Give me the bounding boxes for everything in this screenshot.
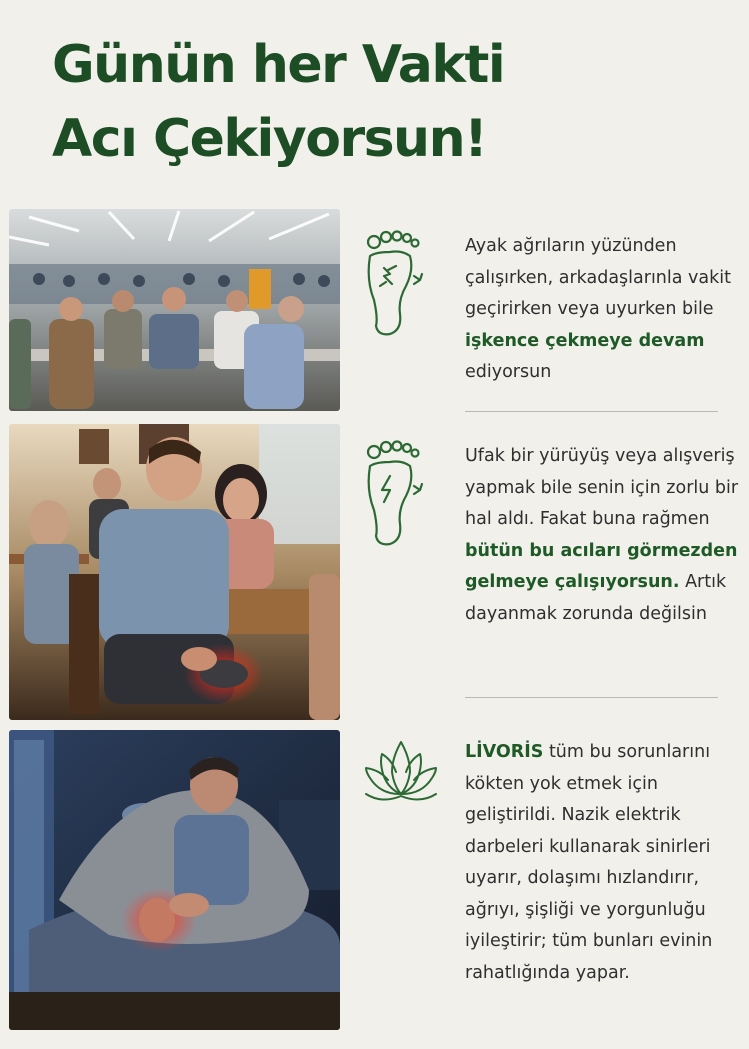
title-line-2: Acı Çekiyorsun!: [52, 109, 487, 169]
divider: [465, 411, 718, 412]
section-text-plain: Ayak ağrıların yüzünden çalışırken, arkadaşlarınla vakit geçirirken veya uyurken bile: [465, 236, 731, 319]
section-text-plain: tüm bu sorunlarını kökten yok etmek için geliştirildi. Nazik elektrik darbeleri kullanarak sinirleri uyarır, dolaşımı hızlandırır, ağrıyı, şişliği ve yorgunluğu iyileştirir; tüm bunları evinin rahatlığında yapar.: [465, 742, 713, 983]
section-text-2: [465, 441, 745, 630]
title-line-1: Günün her Vakti: [52, 35, 505, 95]
section-highlight: bütün bu acıları görmezden gelmeye çalışıyorsun.: [465, 540, 738, 592]
foot-pain-icon: [362, 440, 426, 548]
foot-pain-icon: [362, 230, 426, 338]
page-title: [52, 28, 712, 176]
section-text-3: [465, 737, 745, 989]
bedroom-foot-pain-photo: [9, 730, 340, 1030]
divider: [465, 697, 718, 698]
section-text-plain: Ufak bir yürüyüş veya alışveriş yapmak bile senin için zorlu bir hal aldı. Fakat buna rağmen: [465, 446, 739, 529]
section-highlight: işkence çekmeye devam: [465, 330, 705, 351]
cafe-foot-pain-photo: [9, 424, 340, 720]
section-text-1: [465, 231, 745, 389]
section-text-plain: ediyorsun: [465, 362, 552, 382]
cafeteria-workers-photo: [9, 209, 340, 411]
section-text-plain: Artık dayanmak zorunda değilsin: [465, 572, 727, 624]
lotus-icon: [362, 738, 440, 804]
brand-name: LİVORİS: [465, 742, 544, 762]
